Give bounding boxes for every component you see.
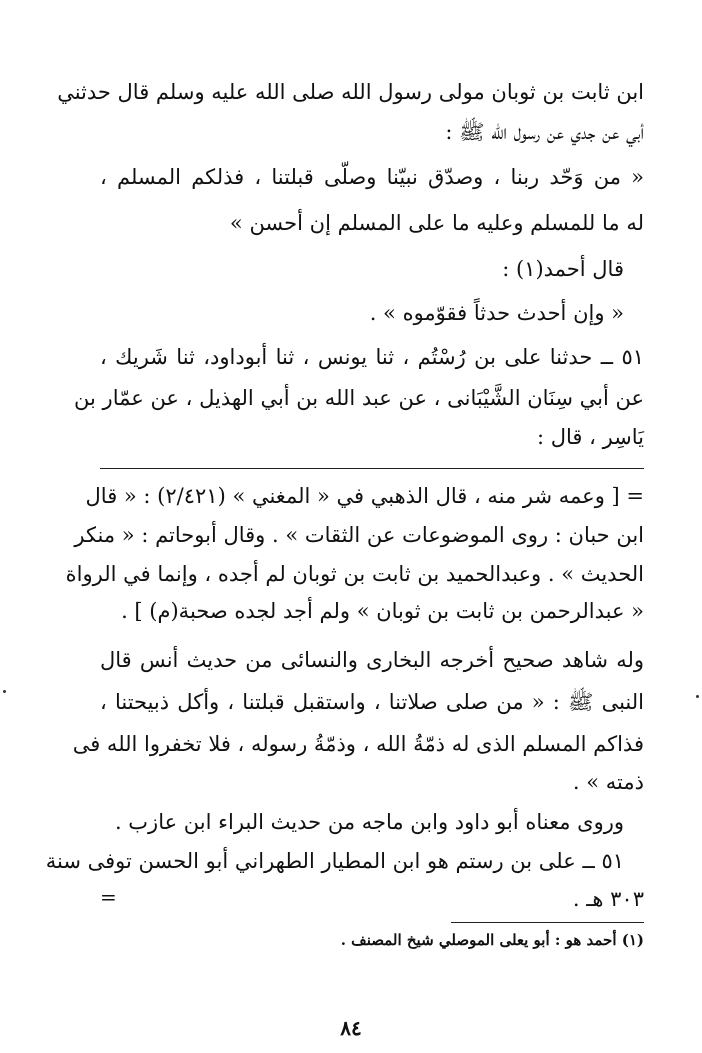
page-number: ٨٤ — [340, 1016, 362, 1040]
commentary-line-9: وروى معناه أبو داود وابن ماجه من حديث البراء ابن عازب . — [114, 810, 624, 834]
main-line-2: أبي عن جدي عن رسول الله ﷺ : — [445, 120, 644, 144]
footnote-divider — [451, 922, 644, 923]
main-line-3: « من وَحّد ربنا ، وصدّق نبيّنا وصلّى قبلتنا ، فذلكم المسلم ، — [100, 165, 644, 189]
commentary-line-3: الحديث » . وعبدالحميد بن ثابت بن ثوبان لم أجده ، وإنما في الرواة — [65, 562, 644, 586]
commentary-line-5: وله شاهد صحيح أخرجه البخارى والنسائى من حديث أنس قال — [100, 648, 644, 672]
main-line-6: « وإن أحدث حدثاً فقوّموه » . — [369, 301, 624, 325]
commentary-line-1: = [ وعمه شر منه ، قال الذهبي في « المغني » (٢/٤٢١) : « قال — [85, 484, 644, 508]
main-line-4: له ما للمسلم وعليه ما على المسلم إن أحسن » — [229, 211, 644, 235]
continuation-mark: = — [100, 885, 117, 909]
footnote: (١) أحمد هو : أبو يعلى الموصلي شيخ المصنف . — [340, 931, 644, 949]
scan-mark-left — [3, 690, 6, 693]
main-line-5: قال أحمد(١) : — [502, 257, 624, 281]
scan-mark-right — [696, 695, 699, 698]
main-line-1: ابن ثابت بن ثوبان مولى رسول الله صلى الله عليه وسلم قال حدثني — [57, 80, 644, 104]
commentary-line-8: ذمته » . — [572, 770, 644, 794]
commentary-line-10: ٥١ ــ على بن رستم هو ابن المطيار الطهراني أبو الحسن توفى سنة — [45, 849, 624, 873]
main-line-7: ٥١ ــ حدثنا على بن رُسْتُم ، ثنا يونس ، ثنا أبوداود، ثنا شَريك ، — [100, 345, 644, 369]
main-line-8: عن أبي سِنَان الشَّيْبَانى ، عن عبد الله بن أبي الهذيل ، عن عمّار بن — [74, 386, 644, 410]
commentary-line-6: النبى ﷺ : « من صلى صلاتنا ، واستقبل قبلتنا ، وأكل ذبيحتنا ، — [100, 690, 644, 714]
commentary-line-4: « عبدالرحمن بن ثابت بن ثوبان » ولم أجد لجده صحبة(م) ] . — [121, 599, 644, 623]
commentary-line-7: فذاكم المسلم الذى له ذمّةُ الله ، وذمّةُ رسوله ، فلا تخفروا الله فى — [72, 732, 644, 756]
section-divider — [100, 468, 644, 469]
commentary-line-2: ابن حبان : روى الموضوعات عن الثقات » . وقال أبوحاتم : « منكر — [74, 523, 644, 547]
commentary-line-11: ٣٠٣ هـ . — [572, 887, 644, 911]
main-line-9: يَاسِر ، قال : — [537, 425, 644, 449]
